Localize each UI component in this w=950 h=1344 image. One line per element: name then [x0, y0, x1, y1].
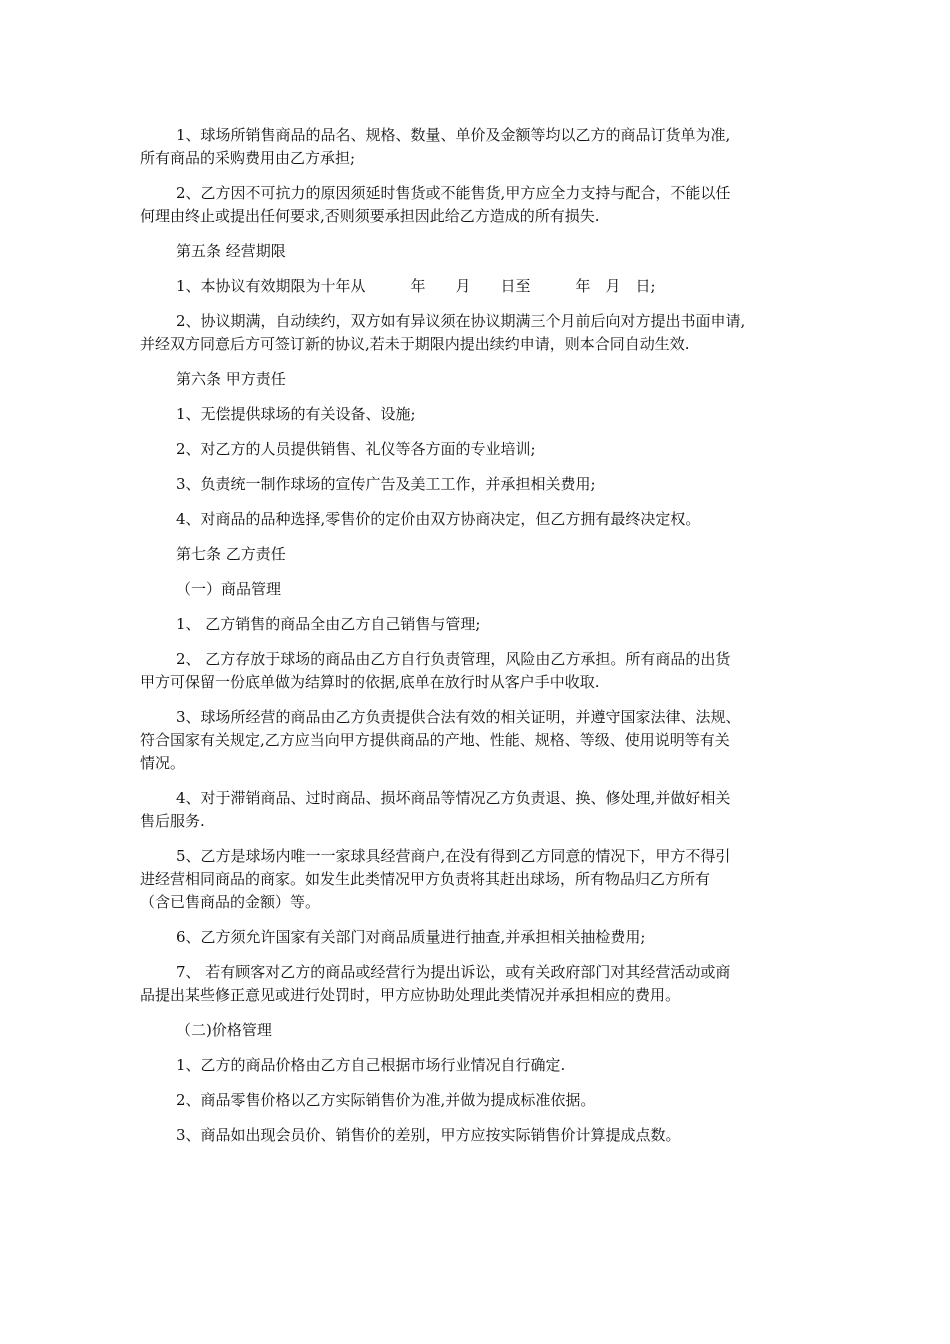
clause-paragraph [140, 124, 815, 170]
section-heading-goods: （一）商品管理 [176, 580, 282, 598]
clause-paragraph [140, 508, 815, 531]
text-line: 7、 若有顾客对乙方的商品或经营行为提出诉讼，或有关政府部门对其经营活动或商 [176, 963, 731, 981]
text-line: 符合国家有关规定,乙方应当向甲方提供商品的产地、性能、规格、等级、使用说明等有关 [140, 731, 730, 749]
text-line: 2、乙方因不可抗力的原因须延时售货或不能售货,甲方应全力支持与配合，不能以任 [176, 184, 731, 202]
clause-paragraph [140, 182, 815, 228]
text-line: 进经营相同商品的商家。如发生此类情况甲方负责将其赶出球场，所有物品归乙方所有 [140, 870, 711, 888]
text-line: 1、 乙方销售的商品全由乙方自己销售与管理; [176, 615, 481, 633]
article-heading-5: 第五条 经营期限 [176, 242, 286, 260]
clause-paragraph [140, 473, 815, 496]
clause-paragraph [140, 613, 815, 636]
clause-paragraph [140, 787, 815, 833]
text-line: 甲方可保留一份底单做为结算时的依据,底单在放行时从客户手中收取. [140, 673, 600, 691]
text-line: 品提出某些修正意见或进行处罚时，甲方应协助处理此类情况并承担相应的费用。 [140, 986, 681, 1004]
text-line: 1、乙方的商品价格由乙方自己根据市场行业情况自行确定. [176, 1056, 566, 1074]
text-line: 所有商品的采购费用由乙方承担; [140, 149, 356, 167]
text-line: 3、商品如出现会员价、销售价的差别，甲方应按实际销售价计算提成点数。 [176, 1126, 681, 1144]
text-line: 2、协议期满，自动续约，双方如有异议须在协议期满三个月前后向对方提出书面申请, [176, 312, 746, 330]
text-line: 3、负责统一制作球场的宣传广告及美工工作，并承担相关费用; [176, 475, 596, 493]
text-line: 1、本协议有效期限为十年从 年 月 日至 年 月 日; [176, 277, 656, 295]
text-line: 何理由终止或提出任何要求,否则须要承担因此给乙方造成的所有损失. [140, 207, 600, 225]
text-line: 5、乙方是球场内唯一一家球具经营商户,在没有得到乙方同意的情况下，甲方不得引 [176, 847, 731, 865]
clause-paragraph [140, 648, 815, 694]
text-line: 3、球场所经营的商品由乙方负责提供合法有效的相关证明，并遵守国家法律、法规、 [176, 708, 741, 726]
text-line: 并经双方同意后方可签订新的协议,若未于期限内提出续约申请，则本合同自动生效. [140, 335, 690, 353]
clause-paragraph [140, 1124, 815, 1147]
text-line: 4、对商品的品种选择,零售价的定价由双方协商决定，但乙方拥有最终决定权。 [176, 510, 701, 528]
text-line: 售后服务. [140, 812, 205, 830]
text-line: 1、球场所销售商品的品名、规格、数量、单价及金额等均以乙方的商品订货单为准, [176, 126, 731, 144]
clause-paragraph [140, 275, 815, 298]
clause-paragraph [140, 926, 815, 949]
text-line: 2、商品零售价格以乙方实际销售价为准,并做为提成标准依据。 [176, 1091, 596, 1109]
clause-paragraph [140, 403, 815, 426]
clause-paragraph [140, 1054, 815, 1077]
text-line: 2、 乙方存放于球场的商品由乙方自行负责管理，风险由乙方承担。所有商品的出货 [176, 650, 731, 668]
article-heading-7: 第七条 乙方责任 [176, 545, 286, 563]
document-page [140, 124, 815, 1159]
text-line: 4、对于滞销商品、过时商品、损坏商品等情况乙方负责退、换、修处理,并做好相关 [176, 789, 731, 807]
text-line: 情况。 [140, 754, 186, 772]
section-heading-price: （二)价格管理 [176, 1021, 272, 1039]
clause-paragraph [140, 438, 815, 461]
text-line: 6、乙方须允许国家有关部门对商品质量进行抽查,并承担相关抽检费用; [176, 928, 646, 946]
clause-paragraph [140, 706, 815, 775]
article-heading-6: 第六条 甲方责任 [176, 370, 286, 388]
clause-paragraph [140, 961, 815, 1007]
text-line: 1、无偿提供球场的有关设备、设施; [176, 405, 416, 423]
clause-paragraph [140, 310, 815, 356]
text-line: （含已售商品的金额）等。 [140, 893, 321, 911]
text-line: 2、对乙方的人员提供销售、礼仪等各方面的专业培训; [176, 440, 536, 458]
clause-paragraph [140, 845, 815, 914]
clause-paragraph [140, 1089, 815, 1112]
